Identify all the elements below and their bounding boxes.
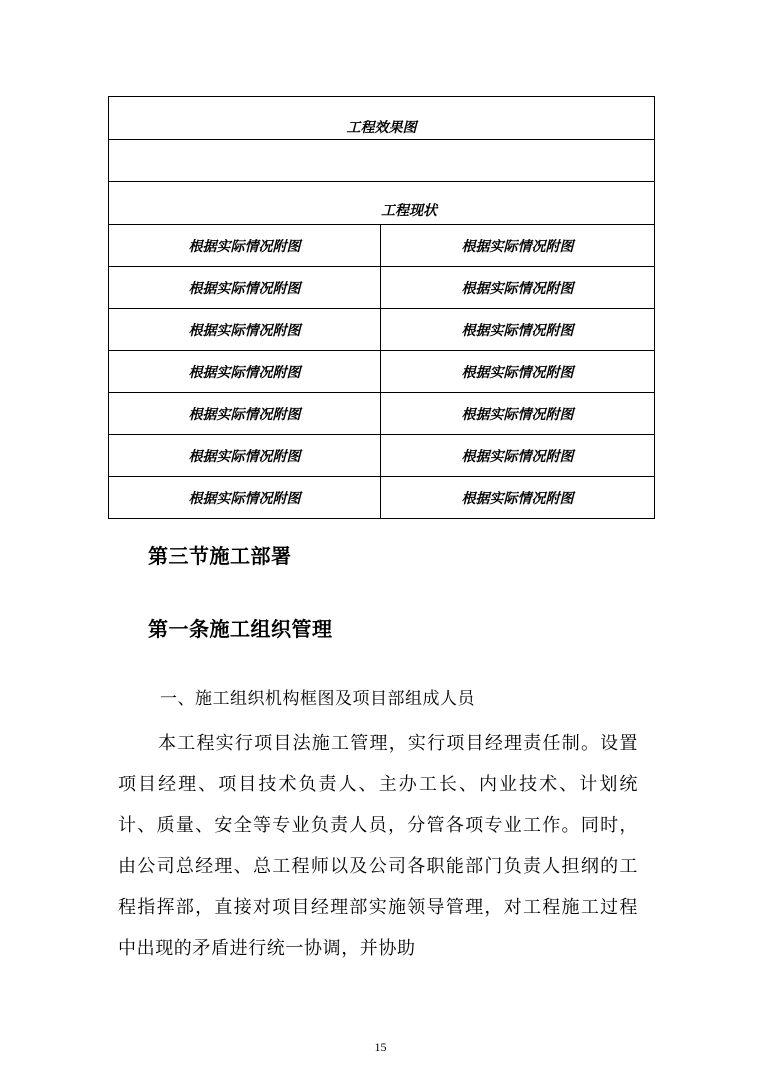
- table-row: [109, 267, 655, 309]
- table-row: [109, 477, 655, 519]
- sub-heading: 一、施工组织机构框图及项目部组成人员: [160, 689, 475, 709]
- table-row: [109, 393, 655, 435]
- table-cell: 根据实际情况附图: [109, 309, 381, 351]
- table-status-cell: [109, 182, 655, 225]
- page-number: 15: [374, 1040, 387, 1054]
- section-heading: 第三节施工部署: [148, 544, 292, 568]
- table-cell: 根据实际情况附图: [109, 435, 381, 477]
- table-title-cell: 工程效果图: [109, 97, 655, 140]
- table-cell: 根据实际情况附图: [109, 267, 381, 309]
- table-empty-row: [109, 140, 655, 182]
- table-row: [109, 309, 655, 351]
- table-title-row: [109, 97, 655, 140]
- table-cell: 根据实际情况附图: [109, 351, 381, 393]
- table-status-row: [109, 182, 655, 225]
- table-row: [109, 225, 655, 267]
- table-cell: 根据实际情况附图: [381, 309, 655, 351]
- table-cell: 根据实际情况附图: [381, 225, 655, 267]
- table-empty-cell: [109, 140, 655, 182]
- table-cell: 根据实际情况附图: [381, 435, 655, 477]
- table-cell: 根据实际情况附图: [381, 351, 655, 393]
- project-figure-table: [108, 96, 655, 519]
- table-cell: 根据实际情况附图: [109, 393, 381, 435]
- table-cell: 根据实际情况附图: [381, 477, 655, 519]
- table-cell: 根据实际情况附图: [109, 477, 381, 519]
- table-row: [109, 435, 655, 477]
- table-row: [109, 351, 655, 393]
- body-paragraph: 本工程实行项目法施工管理，实行项目经理责任制。设置项目经理、项目技术负责人、主办工长、内业技术、计划统计、质量、安全等专业负责人员，分管各项专业工作。同时，由公司总经理、总工程师以及公司各职能部门负责人担纲的工程指挥部，直接对项目经理部实施领导管理，对工程施工过程中出现的矛盾进行统一协调，并协助: [118, 733, 638, 959]
- status-label: 工程现状: [381, 203, 437, 219]
- table-cell: 根据实际情况附图: [381, 267, 655, 309]
- table-cell: 根据实际情况附图: [109, 225, 381, 267]
- table-cell: 根据实际情况附图: [381, 393, 655, 435]
- article-heading: 第一条施工组织管理: [148, 617, 333, 641]
